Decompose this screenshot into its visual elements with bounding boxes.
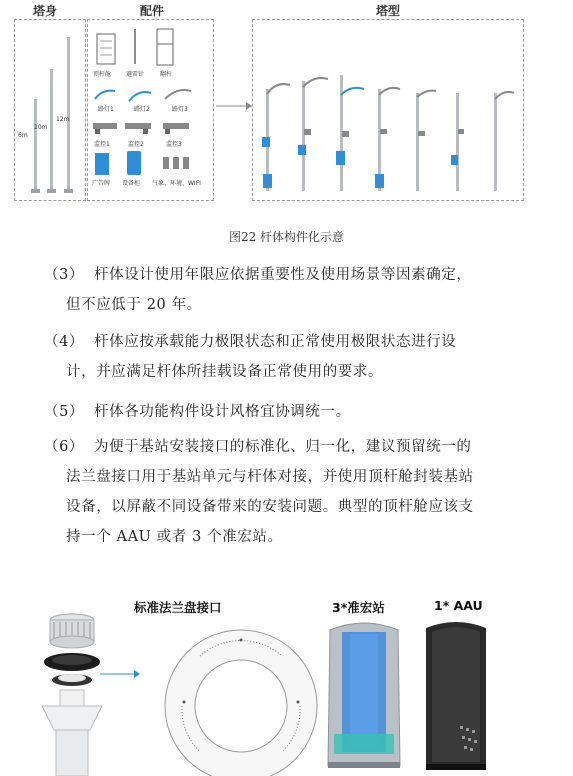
- part-label-billboard: 广告牌: [92, 180, 111, 187]
- flange-title: 标准法兰盘接口: [134, 600, 222, 615]
- paragraph-line: 杆体各功能构件设计风格宜协调统一。: [94, 404, 351, 420]
- part-label-cam3: 监控3: [166, 141, 182, 148]
- paragraph-line: 杆体应按承载能力极限状态和正常使用极限状态进行设: [94, 334, 457, 350]
- tower-body-poles: [14, 19, 84, 199]
- paragraph-5: [44, 397, 544, 427]
- height-12m: 12m: [56, 116, 70, 123]
- parts-label: 配件: [140, 4, 165, 18]
- part-label-cabinet: 设备柜: [122, 180, 141, 187]
- part-label-flip-bar: 翻杆: [160, 71, 173, 78]
- part-label-lamp3: 路灯3: [172, 106, 188, 113]
- paragraph-line: 为便于基站安装接口的标准化、归一化，建议预留统一的: [94, 439, 472, 455]
- aau-image: [420, 616, 492, 776]
- figure-caption: 图22 杆体构件化示意: [228, 230, 345, 244]
- macro-station-image: [320, 616, 408, 776]
- part-label-lightning-rod: 避雷针: [126, 71, 145, 78]
- paragraph-number: （6）: [44, 439, 85, 455]
- paragraph-line: 设备，以屏蔽不同设备带来的安装问题。典型的顶杆舱应该支: [66, 499, 474, 515]
- height-6m: 6m: [18, 132, 28, 139]
- paragraph-line: 杆体设计使用年限应依据重要性及使用场景等因素确定，: [94, 267, 472, 283]
- part-label-cam1: 监控1: [94, 141, 110, 148]
- arrow-right-icon: [100, 668, 142, 680]
- paragraph-6: [44, 432, 544, 552]
- paragraph-line: 但不应低于 20 年。: [66, 297, 202, 313]
- part-label-weather: 气象、环境、WIFI: [152, 180, 201, 187]
- paragraph-line: 计，并应满足杆体所挂载设备正常使用的要求。: [66, 364, 384, 380]
- tower-type-label: 塔型: [376, 4, 401, 18]
- tower-body-label: 塔身: [33, 4, 58, 18]
- paragraph-number: （5）: [44, 404, 85, 420]
- height-10m: 10m: [34, 124, 48, 131]
- macro-station-title: 3*准宏站: [332, 600, 385, 615]
- paragraph-number: （3）: [44, 267, 85, 283]
- paragraph-line: 法兰盘接口用于基站单元与杆体对接，并使用顶杆舱封装基站: [66, 469, 474, 485]
- pole-top-exploded: [30, 610, 130, 776]
- arrow-icon: [214, 100, 252, 112]
- flange-disk: [160, 616, 322, 776]
- paragraph-4: [44, 327, 544, 387]
- tower-type-poles: [252, 19, 522, 199]
- paragraph-line: 持一个 AAU 或者 3 个准宏站。: [66, 529, 283, 545]
- paragraph-3: [44, 260, 544, 320]
- part-label-lamp2: 路灯2: [134, 106, 150, 113]
- part-label-top-cabin: 顶杆舱: [93, 71, 112, 78]
- part-label-cam2: 监控2: [128, 141, 144, 148]
- paragraph-number: （4）: [44, 334, 85, 350]
- aau-title: 1* AAU: [434, 598, 483, 613]
- part-label-lamp1: 路灯1: [98, 106, 114, 113]
